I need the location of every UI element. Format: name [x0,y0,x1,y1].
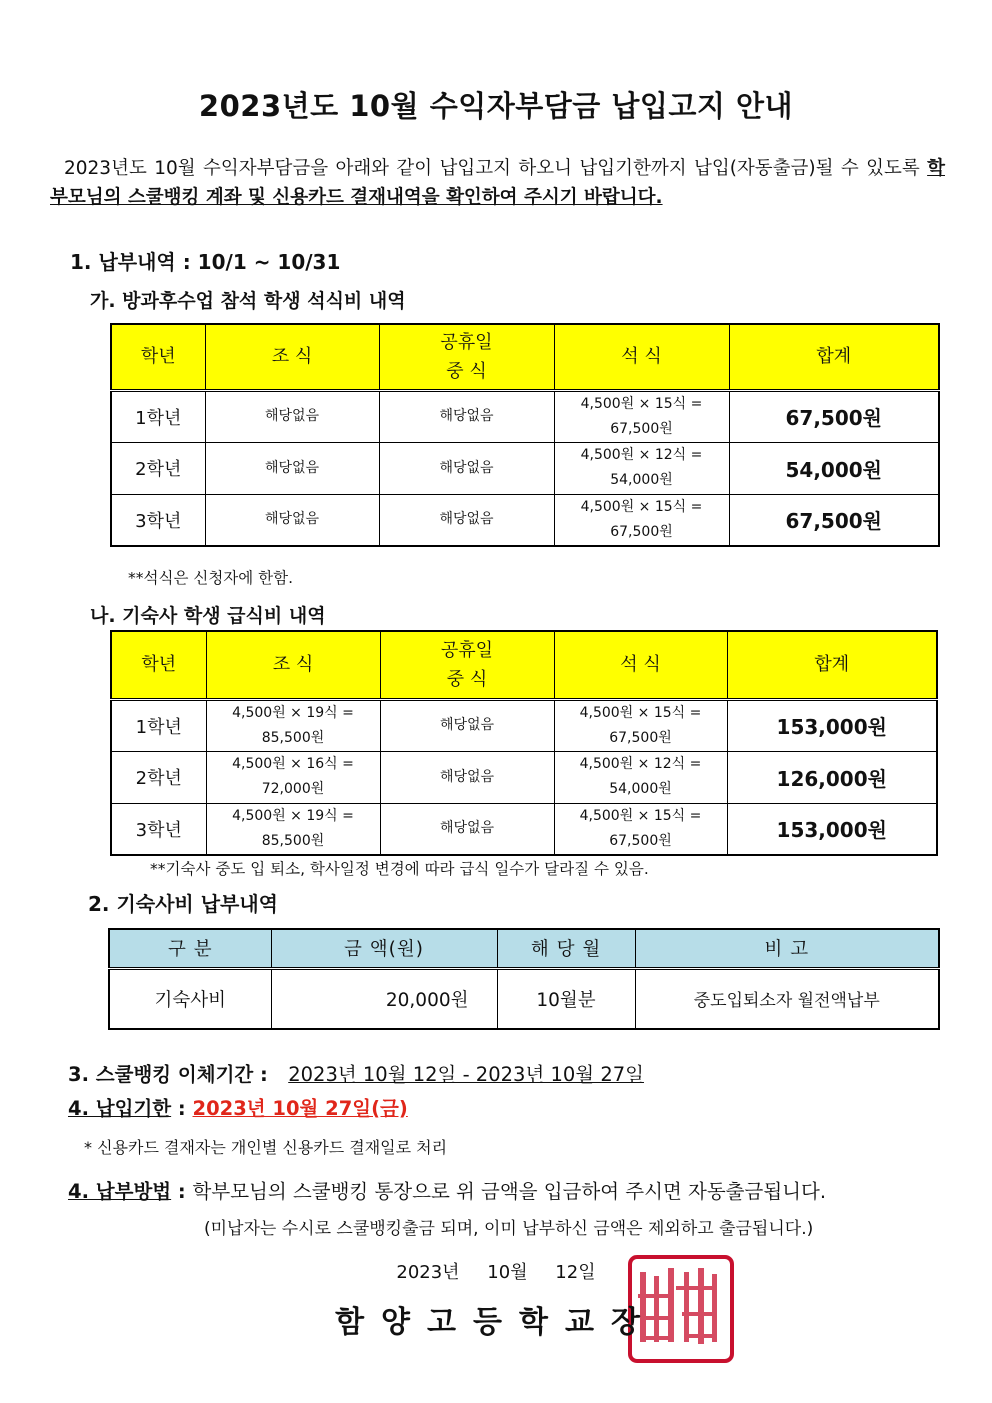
breakfast-line: 85,500원 [261,729,325,746]
header-lunch [379,324,554,390]
header-month: 해 당 월 [497,929,635,968]
table-row [111,390,939,442]
section2-heading: 2. 기숙사비 납부내역 [88,892,278,916]
breakfast-cell [206,699,380,751]
header-total: 합계 [729,324,939,390]
table-header-row [111,324,939,390]
breakfast-cell [205,494,379,546]
table-row [111,494,939,546]
dinner-cell [554,699,727,751]
dinner-line: 4,500원 × 12식 = [580,447,703,463]
grade-cell: 2학년 [111,751,206,803]
header-holiday: 공휴일 [440,639,494,661]
dinner-cell [554,803,727,855]
total-cell: 153,000원 [727,699,937,751]
total-cell: 67,500원 [729,494,939,546]
grade-cell: 3학년 [111,494,205,546]
dorm-amount: 20,000원 [271,968,497,1029]
payment-method-separator: : [171,1180,193,1203]
breakfast-cell [205,390,379,442]
principal-name: 함양고등학교장 [335,1305,657,1340]
table-row [111,699,937,751]
dinner-cell [554,494,729,546]
lunch-cell: 해당없음 [380,751,554,803]
section1b-heading: 나. 기숙사 학생 급식비 내역 [90,605,326,627]
intro-paragraph [50,154,945,212]
grade-cell: 3학년 [111,803,206,855]
breakfast-cell [206,751,380,803]
header-lunch-label: 중 식 [446,668,488,690]
deadline-line [68,1093,408,1121]
payment-method-value: 학부모님의 스쿨뱅킹 통장으로 위 금액을 입금하여 주시면 자동출금됩니다. [192,1180,827,1203]
dorm-month: 10월분 [497,968,635,1029]
header-amount: 금 액(원) [271,929,497,968]
breakfast-line: 해당없음 [264,511,320,528]
breakfast-line: 4,500원 × 16식 = [232,756,354,772]
dinner-line: 4,500원 × 15식 = [579,807,702,824]
table-row [111,442,939,494]
intro-text: 2023년도 10월 수익자부담금을 아래와 같이 납입고지 하오니 납입기한까지 납입(자동출금)될 수 있도록 [64,158,920,179]
dinner-line: 67,500원 [610,420,673,437]
dinner-line: 4,500원 × 15식 = [580,498,703,515]
total-cell: 126,000원 [727,751,937,803]
dinner-line: 67,500원 [609,729,672,746]
dinner-line: 4,500원 × 15식 = [579,704,702,721]
payment-method-note: (미납자는 수시로 스쿨뱅킹출금 되며, 이미 납부하신 금액은 제외하고 출금됩니다.) [204,1219,814,1239]
header-category: 구 분 [109,929,271,968]
dorm-meal-note: **기숙사 중도 입 퇴소, 학사일정 변경에 따라 급식 일수가 달라질 수 있음. [150,860,649,878]
dorm-fee-table [108,928,940,1030]
grade-cell: 2학년 [111,442,205,494]
dinner-line: 54,000원 [609,781,672,797]
header-breakfast: 조 식 [206,631,380,699]
table-row [111,803,937,855]
breakfast-line: 72,000원 [261,781,325,797]
dorm-meal-table [110,630,938,856]
dinner-fee-table [110,323,940,547]
dinner-cell [554,390,729,442]
dorm-remark: 중도입퇴소자 월전액납부 [635,968,939,1029]
header-dinner: 석 식 [554,631,727,699]
payment-method-line [68,1176,826,1204]
breakfast-line: 4,500원 × 19식 = [232,704,354,721]
document-title: 2023년도 10월 수익자부담금 납입고지 안내 [198,89,794,123]
lunch-cell: 해당없음 [379,390,554,442]
transfer-period-line [68,1059,644,1087]
intro-emphasis: 학부모님의 스쿨뱅킹 계좌 및 신용카드 결재내역을 확인하여 주시기 바랍니다. [50,158,945,208]
dinner-cell [554,751,727,803]
dinner-line: 4,500원 × 15식 = [580,395,703,412]
table-header-row [109,929,939,968]
total-cell: 54,000원 [729,442,939,494]
breakfast-cell [206,803,380,855]
transfer-period-value: 2023년 10월 12일 - 2023년 10월 27일 [288,1063,644,1086]
header-grade: 학년 [111,324,205,390]
breakfast-line: 해당없음 [264,408,320,424]
grade-cell: 1학년 [111,390,205,442]
header-lunch-label: 중 식 [446,360,487,382]
breakfast-cell [205,442,379,494]
deadline-label: 4. 납입기한 [68,1097,172,1120]
header-total: 합계 [727,631,937,699]
issue-date: 2023년 10월 12일 [396,1262,596,1283]
table-row [111,751,937,803]
total-cell: 153,000원 [727,803,937,855]
header-holiday: 공휴일 [440,331,493,353]
section1-heading: 1. 납부내역 : 10/1 ~ 10/31 [70,250,341,274]
header-dinner: 석 식 [554,324,729,390]
header-remark: 비 고 [635,929,939,968]
section1a-heading: 가. 방과후수업 참석 학생 석식비 내역 [90,290,406,312]
breakfast-line: 85,500원 [261,832,325,849]
breakfast-line: 4,500원 × 19식 = [232,807,354,824]
deadline-value: 2023년 10월 27일(금) [192,1097,408,1120]
dinner-line: 54,000원 [610,472,673,488]
breakfast-line: 해당없음 [264,459,320,476]
lunch-cell: 해당없음 [380,803,554,855]
lunch-cell: 해당없음 [379,494,554,546]
lunch-cell: 해당없음 [380,699,554,751]
dinner-line: 67,500원 [609,832,672,849]
dinner-line: 4,500원 × 12식 = [579,756,702,772]
deadline-separator: : [171,1097,193,1120]
grade-cell: 1학년 [111,699,206,751]
dinner-line: 67,500원 [610,523,673,540]
credit-card-note: * 신용카드 결재자는 개인별 신용카드 결재일로 처리 [84,1138,448,1157]
payment-method-label: 4. 납부방법 [68,1180,172,1203]
dinner-note: **석식은 신청자에 한함. [128,569,294,587]
lunch-cell: 해당없음 [379,442,554,494]
total-cell: 67,500원 [729,390,939,442]
transfer-period-label: 3. 스쿨뱅킹 이체기간 : [68,1063,268,1086]
dorm-item: 기숙사비 [109,968,271,1029]
dinner-cell [554,442,729,494]
header-breakfast: 조 식 [205,324,379,390]
table-row [109,968,939,1029]
header-lunch [380,631,554,699]
table-header-row [111,631,937,699]
header-grade: 학년 [111,631,206,699]
